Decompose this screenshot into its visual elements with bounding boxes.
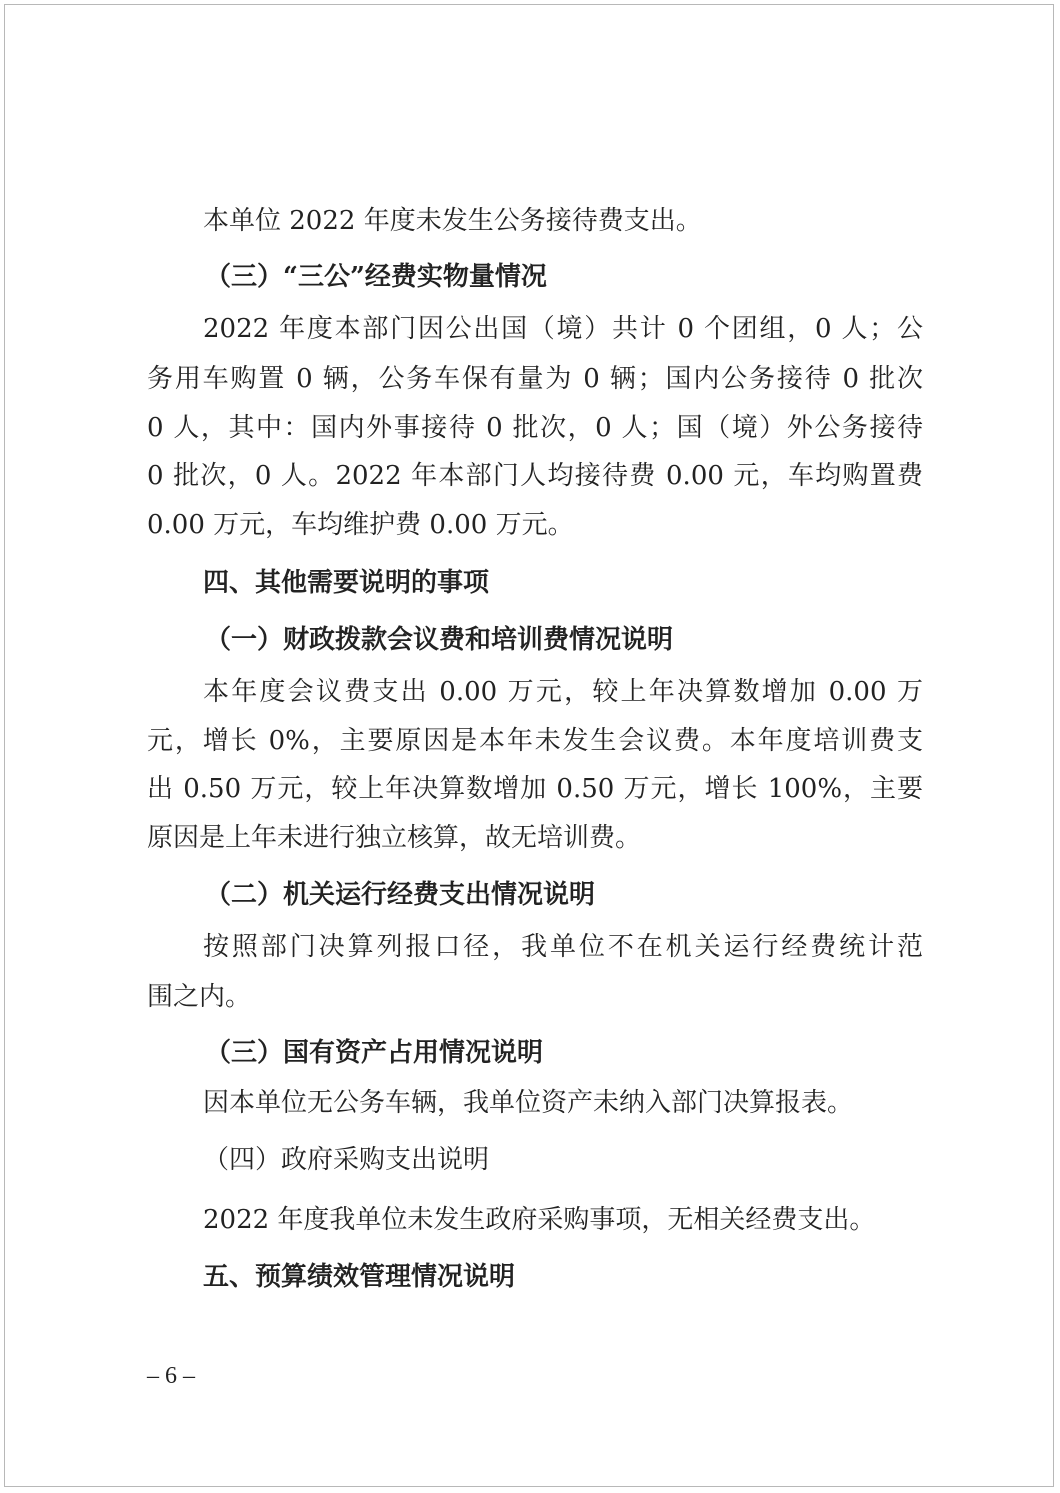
paragraph-physical-line: 0.00 万元，车均维护费 0.00 万元。 <box>147 510 574 540</box>
paragraph-assets: 因本单位无公务车辆，我单位资产未纳入部门决算报表。 <box>203 1088 854 1118</box>
heading-physical-quantity: （三）“三公”经费实物量情况 <box>205 262 547 292</box>
paragraph-meeting-line: 元，增长 0%，主要原因是本年未发生会议费。本年度培训费支 <box>147 726 923 756</box>
heading-state-assets: （三）国有资产占用情况说明 <box>205 1038 544 1068</box>
paragraph-physical-line: 2022 年度本部门因公出国（境）共计 0 个团组，0 人；公 <box>203 314 923 344</box>
paragraph-reception: 本单位 2022 年度未发生公务接待费支出。 <box>203 206 702 236</box>
paragraph-operating-line: 按照部门决算列报口径，我单位不在机关运行经费统计范 <box>203 932 923 962</box>
paragraph-procurement: 2022 年度我单位未发生政府采购事项，无相关经费支出。 <box>203 1205 876 1235</box>
paragraph-meeting-line: 出 0.50 万元，较上年决算数增加 0.50 万元，增长 100%，主要 <box>147 774 923 804</box>
paragraph-physical-line: 0 批次，0 人。2022 年本部门人均接待费 0.00 元，车均购置费 <box>147 461 923 491</box>
heading-section-5: 五、预算绩效管理情况说明 <box>203 1262 516 1292</box>
heading-operating-expenses: （二）机关运行经费支出情况说明 <box>205 880 596 910</box>
paragraph-meeting-line: 本年度会议费支出 0.00 万元，较上年决算数增加 0.00 万 <box>203 677 923 707</box>
paragraph-physical-line: 0 人，其中：国内外事接待 0 批次，0 人；国（境）外公务接待 <box>147 413 923 443</box>
paragraph-physical-line: 务用车购置 0 辆，公务车保有量为 0 辆；国内公务接待 0 批次 <box>147 364 923 394</box>
paragraph-meeting-line: 原因是上年未进行独立核算，故无培训费。 <box>147 823 642 853</box>
page-number: – 6 – <box>147 1363 195 1389</box>
heading-government-procurement: （四）政府采购支出说明 <box>203 1145 490 1175</box>
paragraph-operating-line: 围之内。 <box>147 982 252 1012</box>
heading-section-4: 四、其他需要说明的事项 <box>203 568 490 598</box>
heading-meeting-training: （一）财政拨款会议费和培训费情况说明 <box>205 625 674 655</box>
